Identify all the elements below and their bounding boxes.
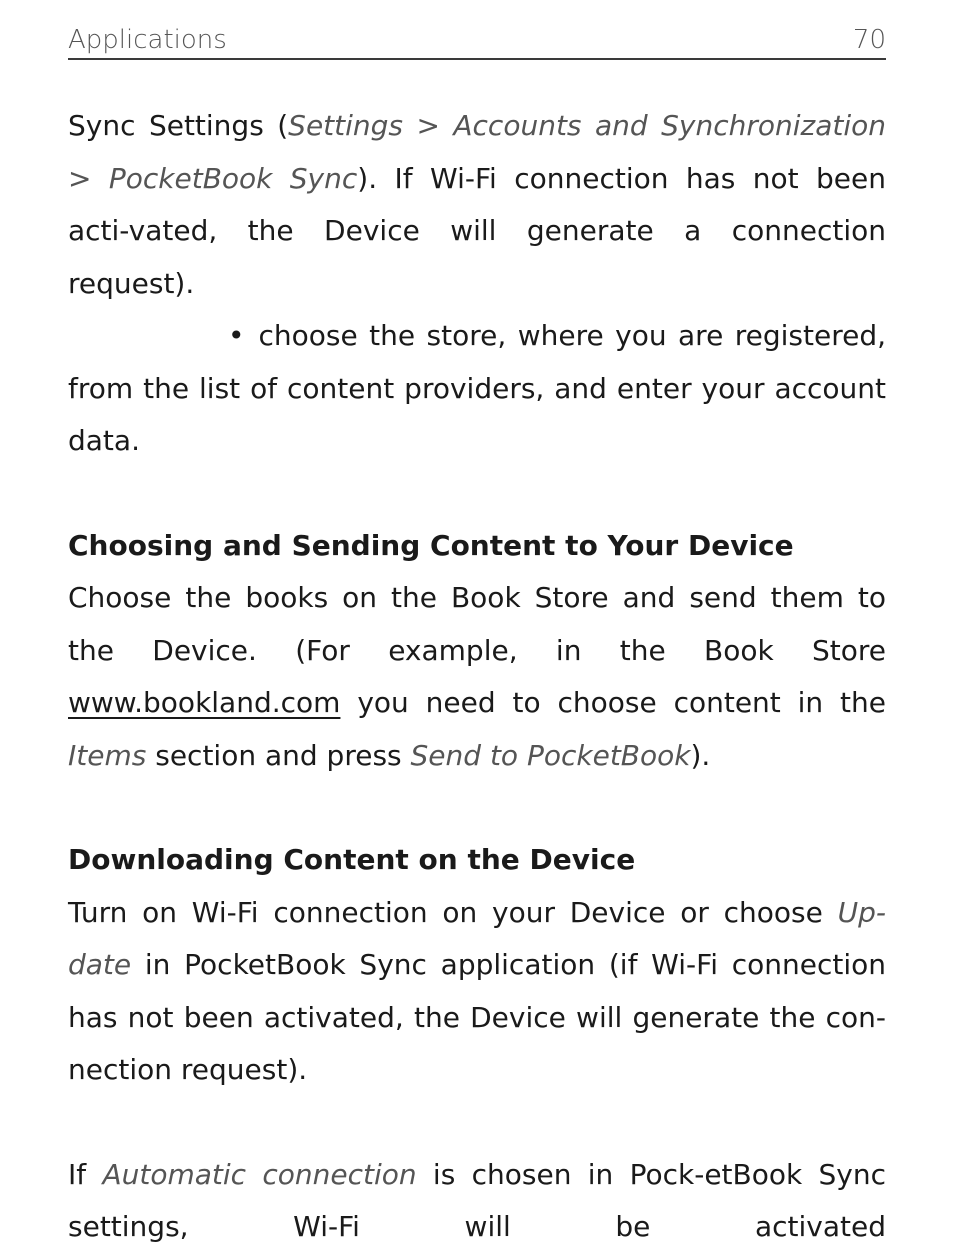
text-run: Choose the books on the Book Store and send them to the Device. (For example, in the Book Store bbox=[68, 581, 886, 667]
bullet-text: choose the store, where you are registered, from the list of content providers, and enter your account data. bbox=[68, 319, 886, 457]
items-term: Items bbox=[68, 738, 147, 772]
document-page bbox=[68, 0, 886, 1243]
text-run: is chosen in Pock-etBook Sync settings, Wi-Fi will be activated bbox=[68, 1157, 886, 1243]
paragraph-sync-settings bbox=[68, 100, 886, 310]
bookland-link[interactable]: www.bookland.com bbox=[68, 686, 341, 719]
settings-path: Settings > Accounts and Synchronization > PocketBook Sync bbox=[68, 109, 886, 195]
paragraph-automatic-connection bbox=[68, 1149, 886, 1254]
text-run: you need to choose content in the bbox=[340, 686, 886, 719]
paragraph-choosing-sending bbox=[68, 572, 886, 782]
heading-choosing-sending: Choosing and Sending Content to Your Device bbox=[68, 528, 794, 562]
text-run: Sync Settings ( bbox=[68, 109, 289, 142]
spacer bbox=[68, 782, 886, 834]
text-run: section and press bbox=[146, 738, 411, 772]
bullet-icon: • bbox=[228, 319, 245, 352]
page-body bbox=[68, 100, 886, 1254]
page-number: 70 bbox=[852, 25, 886, 55]
paragraph-downloading bbox=[68, 887, 886, 1097]
automatic-connection-term: Automatic connection bbox=[102, 1157, 417, 1191]
text-run: in PocketBook Sync application (if Wi-Fi connection has not been activated, the Device will generate the con-nection request). bbox=[68, 948, 886, 1086]
bullet-item-choose-store bbox=[68, 310, 886, 468]
send-to-pocketbook-term: Send to PocketBook bbox=[410, 738, 691, 772]
text-run: ). If Wi-Fi connection has not been acti-vated, the Device will generate a connection request). bbox=[68, 161, 886, 300]
text-run: Turn on Wi-Fi connection on your Device or choose bbox=[68, 895, 838, 929]
header-section-title: Applications bbox=[68, 25, 227, 55]
spacer bbox=[68, 1097, 886, 1149]
text-run: If bbox=[68, 1157, 103, 1191]
heading-downloading: Downloading Content on the Device bbox=[68, 843, 636, 876]
spacer bbox=[68, 468, 886, 520]
update-term: Up-date bbox=[68, 895, 886, 981]
text-run: ). bbox=[690, 738, 711, 772]
running-header bbox=[68, 22, 886, 60]
